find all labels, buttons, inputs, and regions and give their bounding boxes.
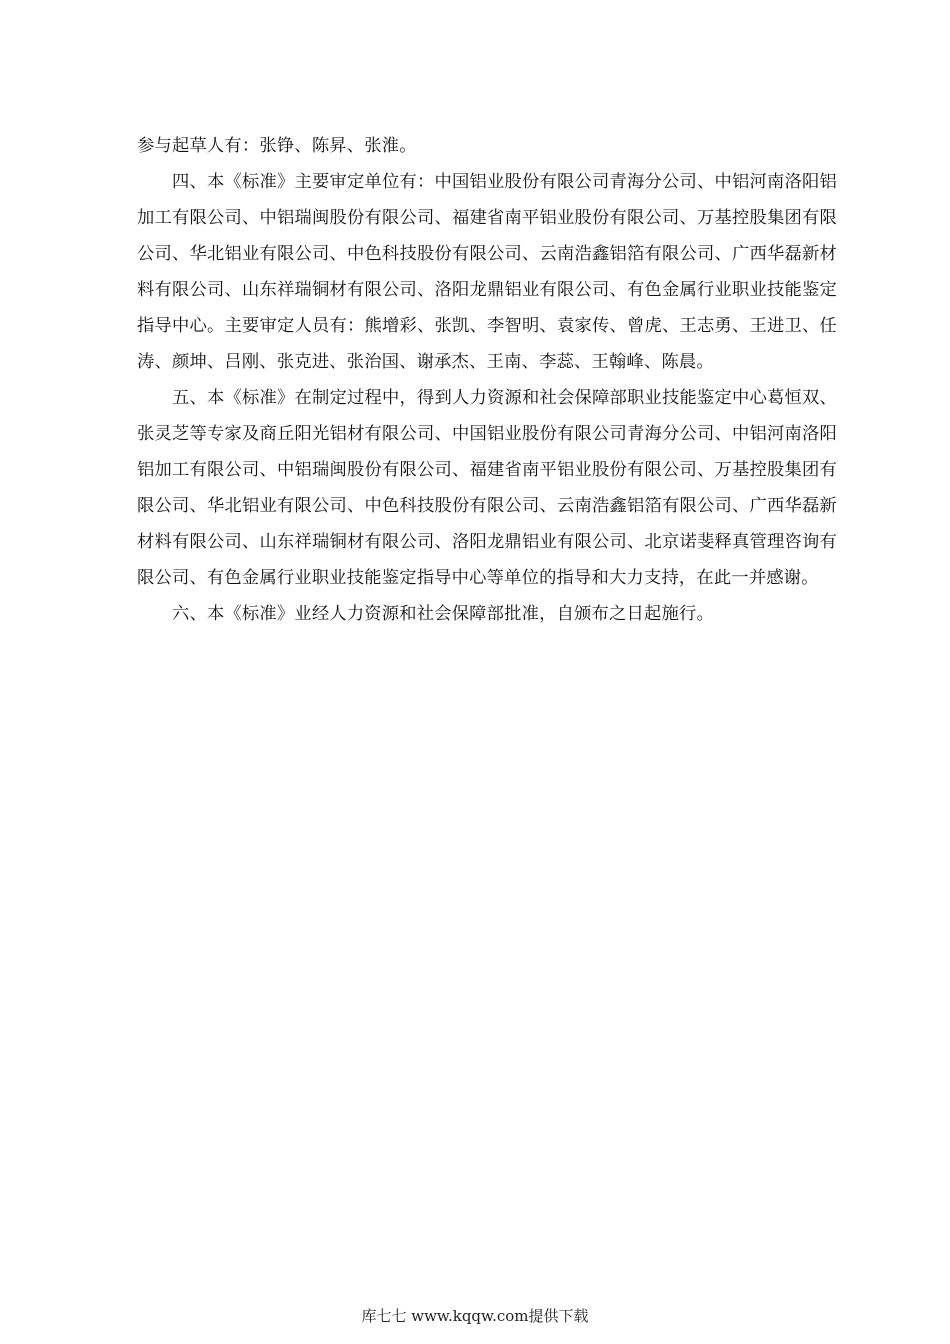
paragraph-section-five-acknowledgements: 五、本《标准》在制定过程中，得到人力资源和社会保障部职业技能鉴定中心葛恒双、张灵芝等专家及商丘阳光铝材有限公司、中国铝业股份有限公司青海分公司、中铝河南洛阳铝加工有限公司、中铝瑞闽股份有限公司、福建省南平铝业股份有限公司、万基控股集团有限公司、华北铝业有限公司、中色科技股份有限公司、云南浩鑫铝箔有限公司、广西华磊新材料有限公司、山东祥瑞铜材有限公司、洛阳龙鼎铝业有限公司、北京诺斐释真管理咨询有限公司、有色金属行业职业技能鉴定指导中心等单位的指导和大力支持，在此一并感谢。	[137, 388, 837, 588]
paragraph-drafters: 参与起草人有：张铮、陈昇、张淮。	[137, 136, 417, 156]
paragraph-section-six-effective: 六、本《标准》业经人力资源和社会保障部批准，自颁布之日起施行。	[172, 604, 714, 624]
footer-download-note: 库七七 www.kqqw.com提供下载	[361, 1307, 589, 1325]
document-body	[137, 128, 837, 632]
paragraph-section-four-reviewers: 四、本《标准》主要审定单位有：中国铝业股份有限公司青海分公司、中铝河南洛阳铝加工有限公司、中铝瑞闽股份有限公司、福建省南平铝业股份有限公司、万基控股集团有限公司、华北铝业有限公司、中色科技股份有限公司、云南浩鑫铝箔有限公司、广西华磊新材料有限公司、山东祥瑞铜材有限公司、洛阳龙鼎铝业有限公司、有色金属行业职业技能鉴定指导中心。主要审定人员有：熊增彩、张凯、李智明、袁家传、曾虎、王志勇、王进卫、任涛、颜坤、吕刚、张克进、张治国、谢承杰、王南、李蕊、王翰峰、陈晨。	[137, 172, 837, 372]
